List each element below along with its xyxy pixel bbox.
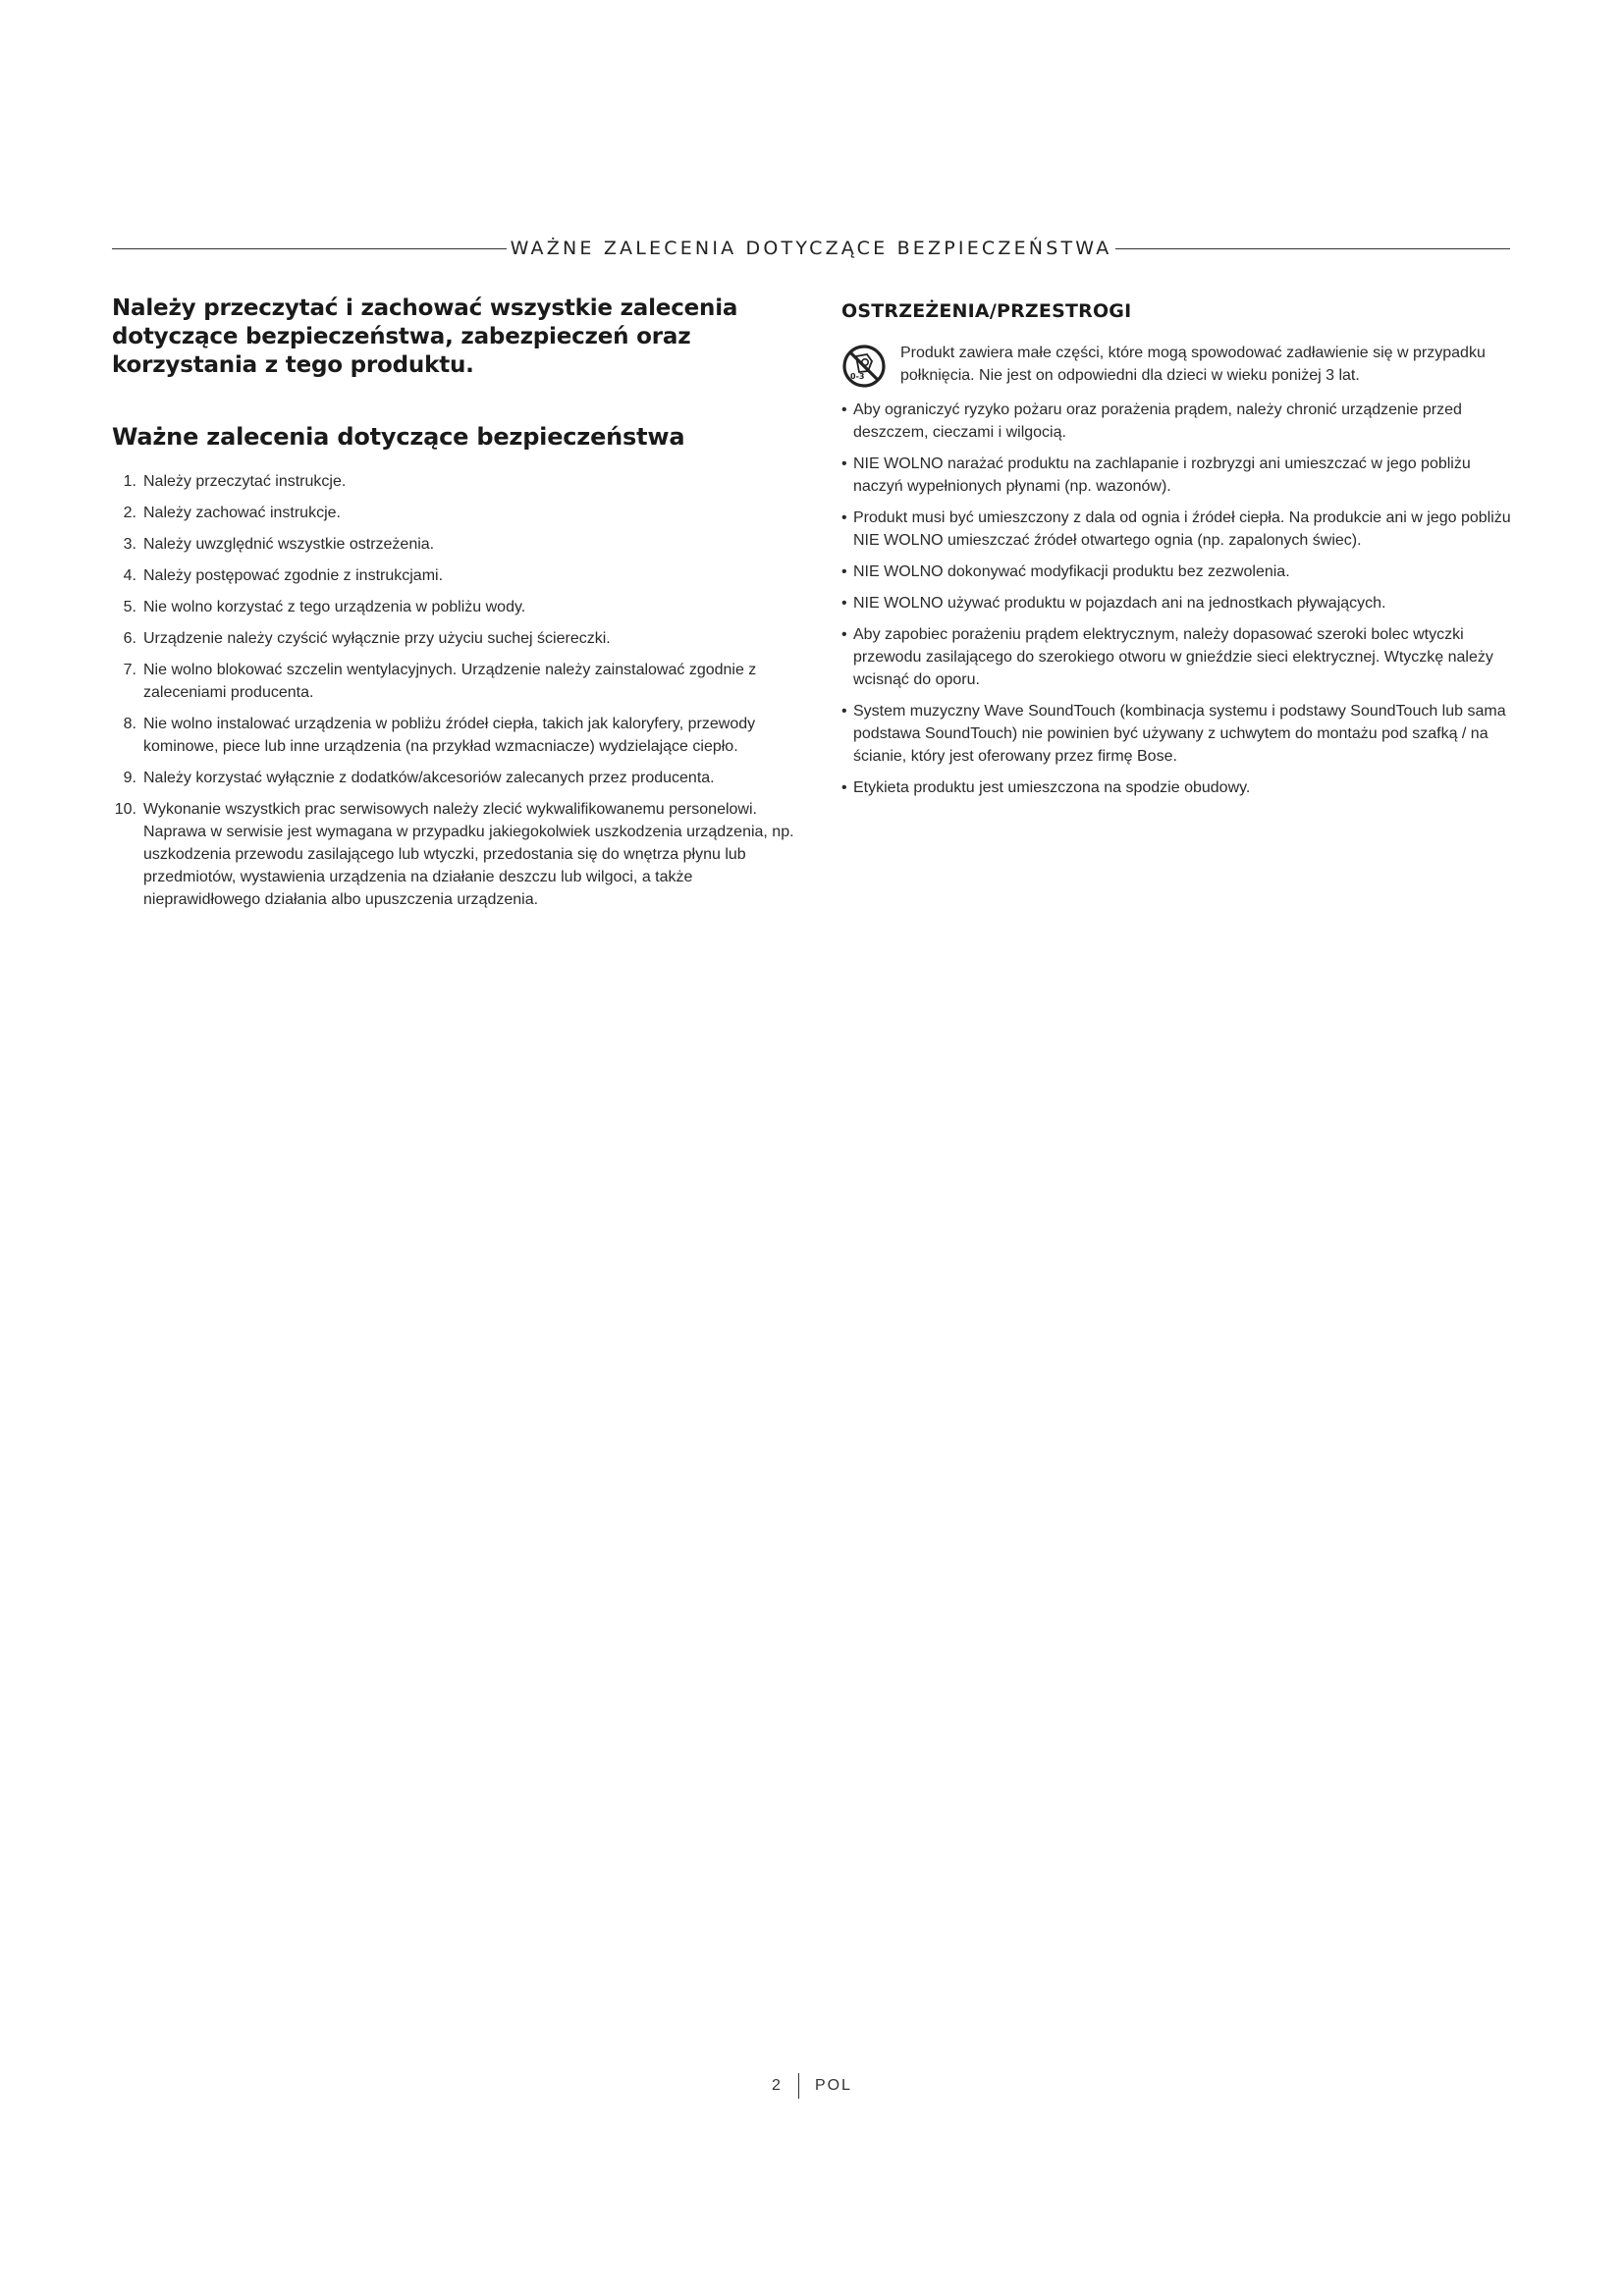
footer-separator [798,2073,799,2099]
instruction-number: 8. [123,716,136,732]
warning-item [841,776,1519,799]
instruction-text: Nie wolno blokować szczelin wentylacyjnych. Urządzenie należy zainstalować zgodnie z zaleceniami producenta. [143,662,757,701]
instruction-number: 3. [123,536,136,553]
left-column [112,294,799,920]
instruction-number: 5. [123,599,136,615]
warning-text: System muzyczny Wave SoundTouch (kombinacja systemu i podstawy SoundTouch lub sama podstawa SoundTouch) nie powinien być używany z uchwytem do montażu pod szafką / na ścianie, który jest oferowany przez firmę Bose. [853,703,1506,765]
header-title: WAŻNE ZALECENIA DOTYCZĄCE BEZPIECZEŃSTWA [510,238,1112,259]
bullet-icon: • [841,563,847,580]
warning-text: NIE WOLNO narażać produktu na zachlapanie i rozbryzgi ani umieszczać w jego pobliżu naczyń wypełnionych płynami (np. wazonów). [853,455,1471,495]
bullet-icon: • [841,401,847,418]
warning-item [841,592,1519,614]
icon-age-label: 0-3 [850,372,865,381]
instruction-number: 10. [114,801,136,818]
instruction-text: Wykonanie wszystkich prac serwisowych należy zlecić wykwalifikowanemu personelowi. Naprawa w serwisie jest wymagana w przypadku jakiegokolwiek uszkodzenia urządzenia, np. uszkodzenia przewodu zasilającego lub wtyczki, przedostania się do wnętrza płynu lub przedmiotów, wystawienia urządzenia na działanie deszczu lub wilgoci, a także nieprawidłowego działania albo upuszczenia urządzenia. [143,801,794,908]
header-rule-right [1115,248,1510,249]
warning-item [841,453,1519,498]
bullet-icon: • [841,703,847,720]
warning-item [841,507,1519,552]
instruction-item [112,798,799,911]
warning-text: Etykieta produktu jest umieszczona na spodzie obudowy. [853,779,1251,796]
choking-hazard-notice [841,342,1519,389]
instruction-number: 6. [123,630,136,647]
instruction-number: 2. [123,505,136,521]
instruction-text: Nie wolno instalować urządzenia w pobliżu źródeł ciepła, takich jak kaloryfery, przewody kominowe, piece lub inne urządzenia (na przykład wzmacniacze) wydzielające ciepło. [143,716,756,755]
no-small-parts-icon [841,344,887,389]
warning-item [841,561,1519,583]
instruction-text: Urządzenie należy czyścić wyłącznie przy użyciu suchej ściereczki. [143,630,611,647]
instruction-text: Należy zachować instrukcje. [143,505,341,521]
instruction-text: Należy uwzględnić wszystkie ostrzeżenia. [143,536,435,553]
warning-text: NIE WOLNO używać produktu w pojazdach ani na jednostkach pływających. [853,595,1386,612]
instruction-item [112,627,799,650]
page-footer [0,2073,1624,2099]
instruction-text: Nie wolno korzystać z tego urządzenia w pobliżu wody. [143,599,526,615]
header-rule-left [112,248,507,249]
instruction-item [112,596,799,618]
instructions-list [112,470,799,911]
instruction-number: 9. [123,770,136,786]
warning-item [841,399,1519,444]
page-header [112,232,1510,265]
instruction-text: Należy postępować zgodnie z instrukcjami. [143,567,444,584]
language-code: POL [814,2077,852,2094]
section-title: Ważne zalecenia dotyczące bezpieczeństwa [112,423,685,451]
instruction-item [112,470,799,493]
warning-text: Aby zapobiec porażeniu prądem elektrycznym, należy dopasować szeroki bolec wtyczki przewodu zasilającego do szerokiego otworu w gnieździe sieci elektrycznej. Wtyczkę należy wcisnąć do oporu. [853,626,1493,688]
warning-text: Aby ograniczyć ryzyko pożaru oraz porażenia prądem, należy chronić urządzenie przed deszczem, cieczami i wilgocią. [853,401,1462,441]
warning-text: Produkt musi być umieszczony z dala od ognia i źródeł ciepła. Na produkcie ani w jego pobliżu NIE WOLNO umieszczać źródeł otwartego ognia (np. zapalonych świec). [853,509,1511,549]
instruction-number: 4. [123,567,136,584]
warning-item [841,700,1519,768]
instruction-item [112,502,799,524]
instruction-item [112,767,799,789]
instruction-number: 1. [123,473,136,490]
instruction-item [112,713,799,758]
bullet-icon: • [841,626,847,643]
instruction-text: Należy korzystać wyłącznie z dodatków/akcesoriów zalecanych przez producenta. [143,770,715,786]
instruction-item [112,564,799,587]
intro-text: Należy przeczytać i zachować wszystkie zalecenia dotyczące bezpieczeństwa, zabezpieczeń oraz korzystania z tego produktu. [112,295,738,378]
choking-hazard-text: Produkt zawiera małe części, które mogą spowodować zadławienie się w przypadku połknięcia. Nie jest on odpowiedni dla dzieci w wieku poniżej 3 lat. [900,345,1486,384]
warnings-title: OSTRZEŻENIA/PRZESTROGI [841,300,1132,322]
instruction-item [112,533,799,556]
warnings-list [841,399,1519,799]
bullet-icon: • [841,509,847,526]
instruction-text: Należy przeczytać instrukcje. [143,473,347,490]
warning-text: NIE WOLNO dokonywać modyfikacji produktu bez zezwolenia. [853,563,1290,580]
bullet-icon: • [841,779,847,796]
warning-item [841,623,1519,691]
bullet-icon: • [841,455,847,472]
page-number: 2 [772,2077,783,2094]
instruction-item [112,659,799,704]
bullet-icon: • [841,595,847,612]
instruction-number: 7. [123,662,136,678]
right-column [841,294,1519,808]
